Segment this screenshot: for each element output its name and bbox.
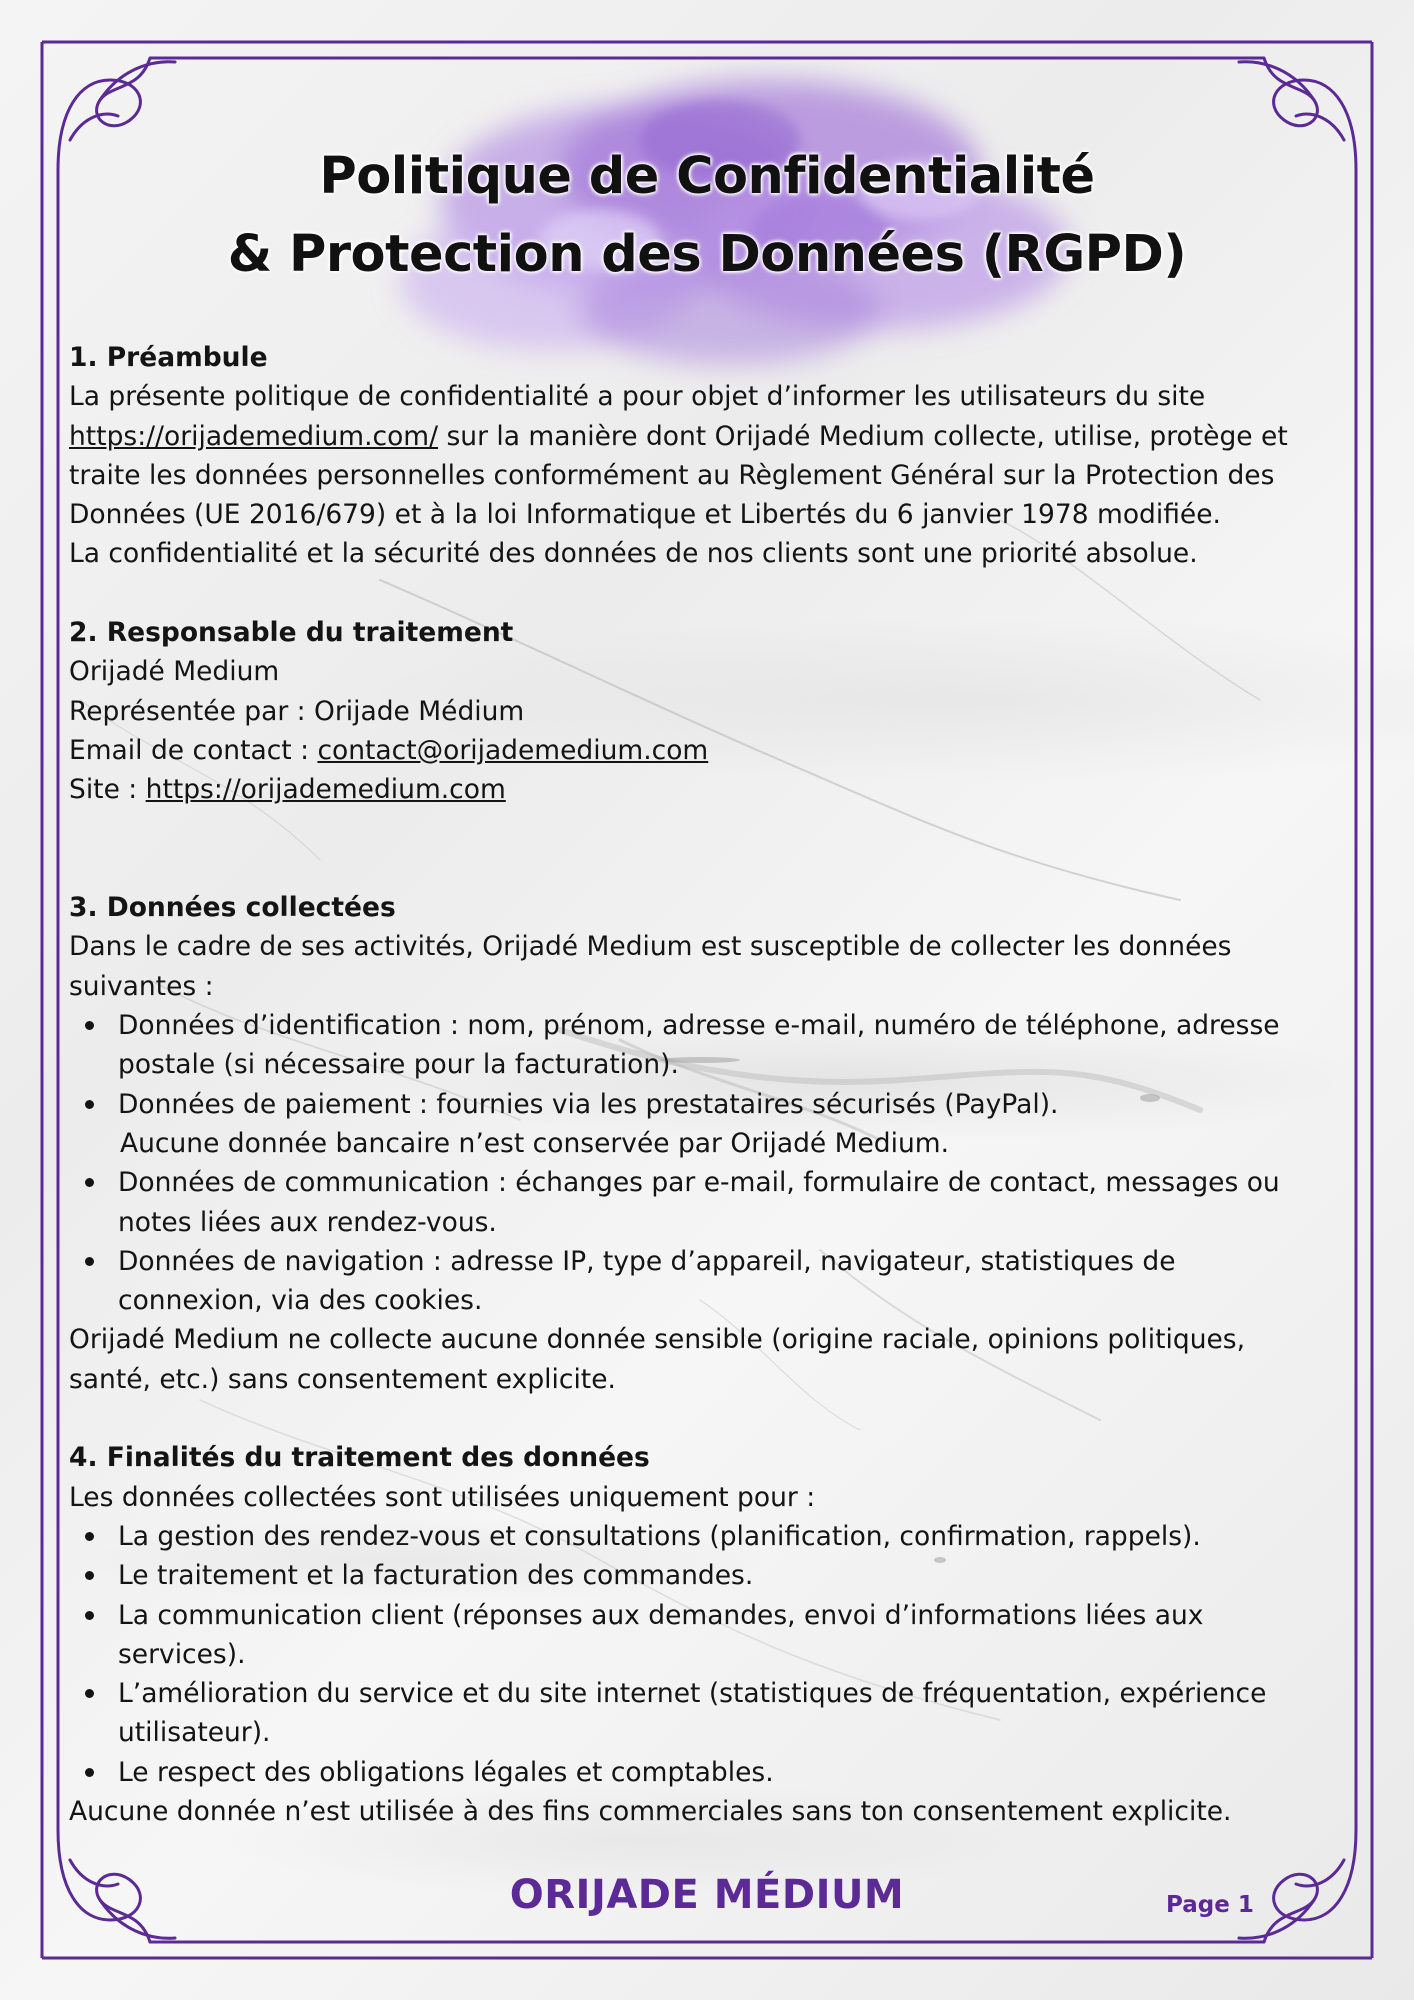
- paragraph-line: suivantes :: [69, 970, 214, 1002]
- paragraph-line: traite les données personnelles conformément au Règlement Général sur la Protection des: [69, 459, 1275, 491]
- site-link[interactable]: https://orijademedium.com/: [69, 420, 439, 452]
- paragraph-line: Aucune donnée n’est utilisée à des fins commerciales sans ton consentement explicite.: [69, 1795, 1232, 1827]
- list-item: [69, 1006, 1339, 1085]
- email-label: Email de contact :: [69, 734, 318, 766]
- list-item: [69, 1163, 1339, 1242]
- list-item: [69, 1753, 1339, 1792]
- document-body: [69, 338, 1339, 1831]
- list-item: [69, 1242, 1339, 1321]
- company-name: Orijadé Medium: [69, 656, 280, 688]
- list-item: [69, 1674, 1339, 1753]
- section-donnees-collectees: [69, 888, 1339, 1399]
- site-line: [69, 770, 1339, 809]
- section-heading: 1. Préambule: [69, 342, 268, 373]
- list-item-text: utilisateur).: [118, 1717, 271, 1749]
- list-item-text: La gestion des rendez-vous et consultations (planification, confirmation, rappels).: [118, 1520, 1201, 1552]
- paragraph-line: Les données collectées sont utilisées uniquement pour :: [69, 1481, 816, 1513]
- list-item-text: Le respect des obligations légales et comptables.: [118, 1756, 774, 1788]
- paragraph-line: Dans le cadre de ses activités, Orijadé Medium est susceptible de collecter les données: [69, 931, 1232, 963]
- site-label: Site :: [69, 774, 146, 806]
- list-item-text: connexion, via des cookies.: [118, 1285, 483, 1317]
- list-item-text: L’amélioration du service et du site internet (statistiques de fréquentation, expérience: [118, 1678, 1267, 1710]
- list-item: [69, 1596, 1339, 1675]
- list-item-text: notes liées aux rendez-vous.: [118, 1206, 497, 1238]
- email-link[interactable]: contact@orijademedium.com: [317, 734, 709, 766]
- paragraph-line: Données (UE 2016/679) et à la loi Informatique et Libertés du 6 janvier 1978 modifiée.: [69, 499, 1221, 531]
- title-line-2: & Protection des Données (RGPD): [227, 225, 1187, 284]
- list-item-text: Données d’identification : nom, prénom, adresse e-mail, numéro de téléphone, adresse: [118, 1010, 1280, 1042]
- site-link[interactable]: https://orijademedium.com: [145, 774, 506, 806]
- section-preambule: [69, 338, 1339, 574]
- list-item-text: La communication client (réponses aux demandes, envoi d’informations liées aux: [118, 1599, 1204, 1631]
- paragraph-line: Orijadé Medium ne collecte aucune donnée sensible (origine raciale, opinions politiques,: [69, 1324, 1246, 1356]
- section-heading: 4. Finalités du traitement des données: [69, 1442, 650, 1474]
- paragraph-line: santé, etc.) sans consentement explicite.: [69, 1363, 616, 1395]
- list-item: [69, 1556, 1339, 1595]
- section-heading: 2. Responsable du traitement: [69, 617, 514, 649]
- footer-brand: ORIJADE MÉDIUM: [509, 1872, 905, 1918]
- paragraph-line: [69, 417, 1339, 456]
- section-heading: 3. Données collectées: [69, 892, 396, 924]
- bullet-list: [69, 1006, 1339, 1124]
- contact-email-line: [69, 731, 1339, 770]
- section-finalites: [69, 1438, 1339, 1831]
- list-item-text: Données de communication : échanges par e-mail, formulaire de contact, messages ou: [118, 1167, 1280, 1199]
- list-item: [69, 1085, 1339, 1124]
- list-item-text: Le traitement et la facturation des commandes.: [118, 1560, 754, 1592]
- representative: Représentée par : Orijade Médium: [69, 695, 525, 727]
- paragraph-line: La confidentialité et la sécurité des données de nos clients sont une priorité absolue.: [69, 538, 1198, 570]
- list-item-text: postale (si nécessaire pour la facturation).: [118, 1049, 679, 1081]
- bullet-list: [69, 1517, 1339, 1792]
- page-title: [0, 138, 1414, 294]
- list-item-text: services).: [118, 1638, 246, 1670]
- list-item-text: Données de paiement : fournies via les prestataires sécurisés (PayPal).: [118, 1088, 1059, 1120]
- list-item: [69, 1517, 1339, 1556]
- paragraph-text: sur la manière dont Orijadé Medium collecte, utilise, protège et: [438, 420, 1288, 452]
- title-line-1: Politique de Confidentialité: [319, 147, 1095, 206]
- paragraph-line: Aucune donnée bancaire n’est conservée par Orijadé Medium.: [120, 1127, 950, 1159]
- list-item-text: Données de navigation : adresse IP, type d’appareil, navigateur, statistiques de: [118, 1245, 1176, 1277]
- page-number: Page 1: [1166, 1892, 1254, 1918]
- bullet-list: [69, 1163, 1339, 1320]
- section-responsable: [69, 613, 1339, 809]
- paragraph-line: La présente politique de confidentialité a pour objet d’informer les utilisateurs du site: [69, 381, 1206, 413]
